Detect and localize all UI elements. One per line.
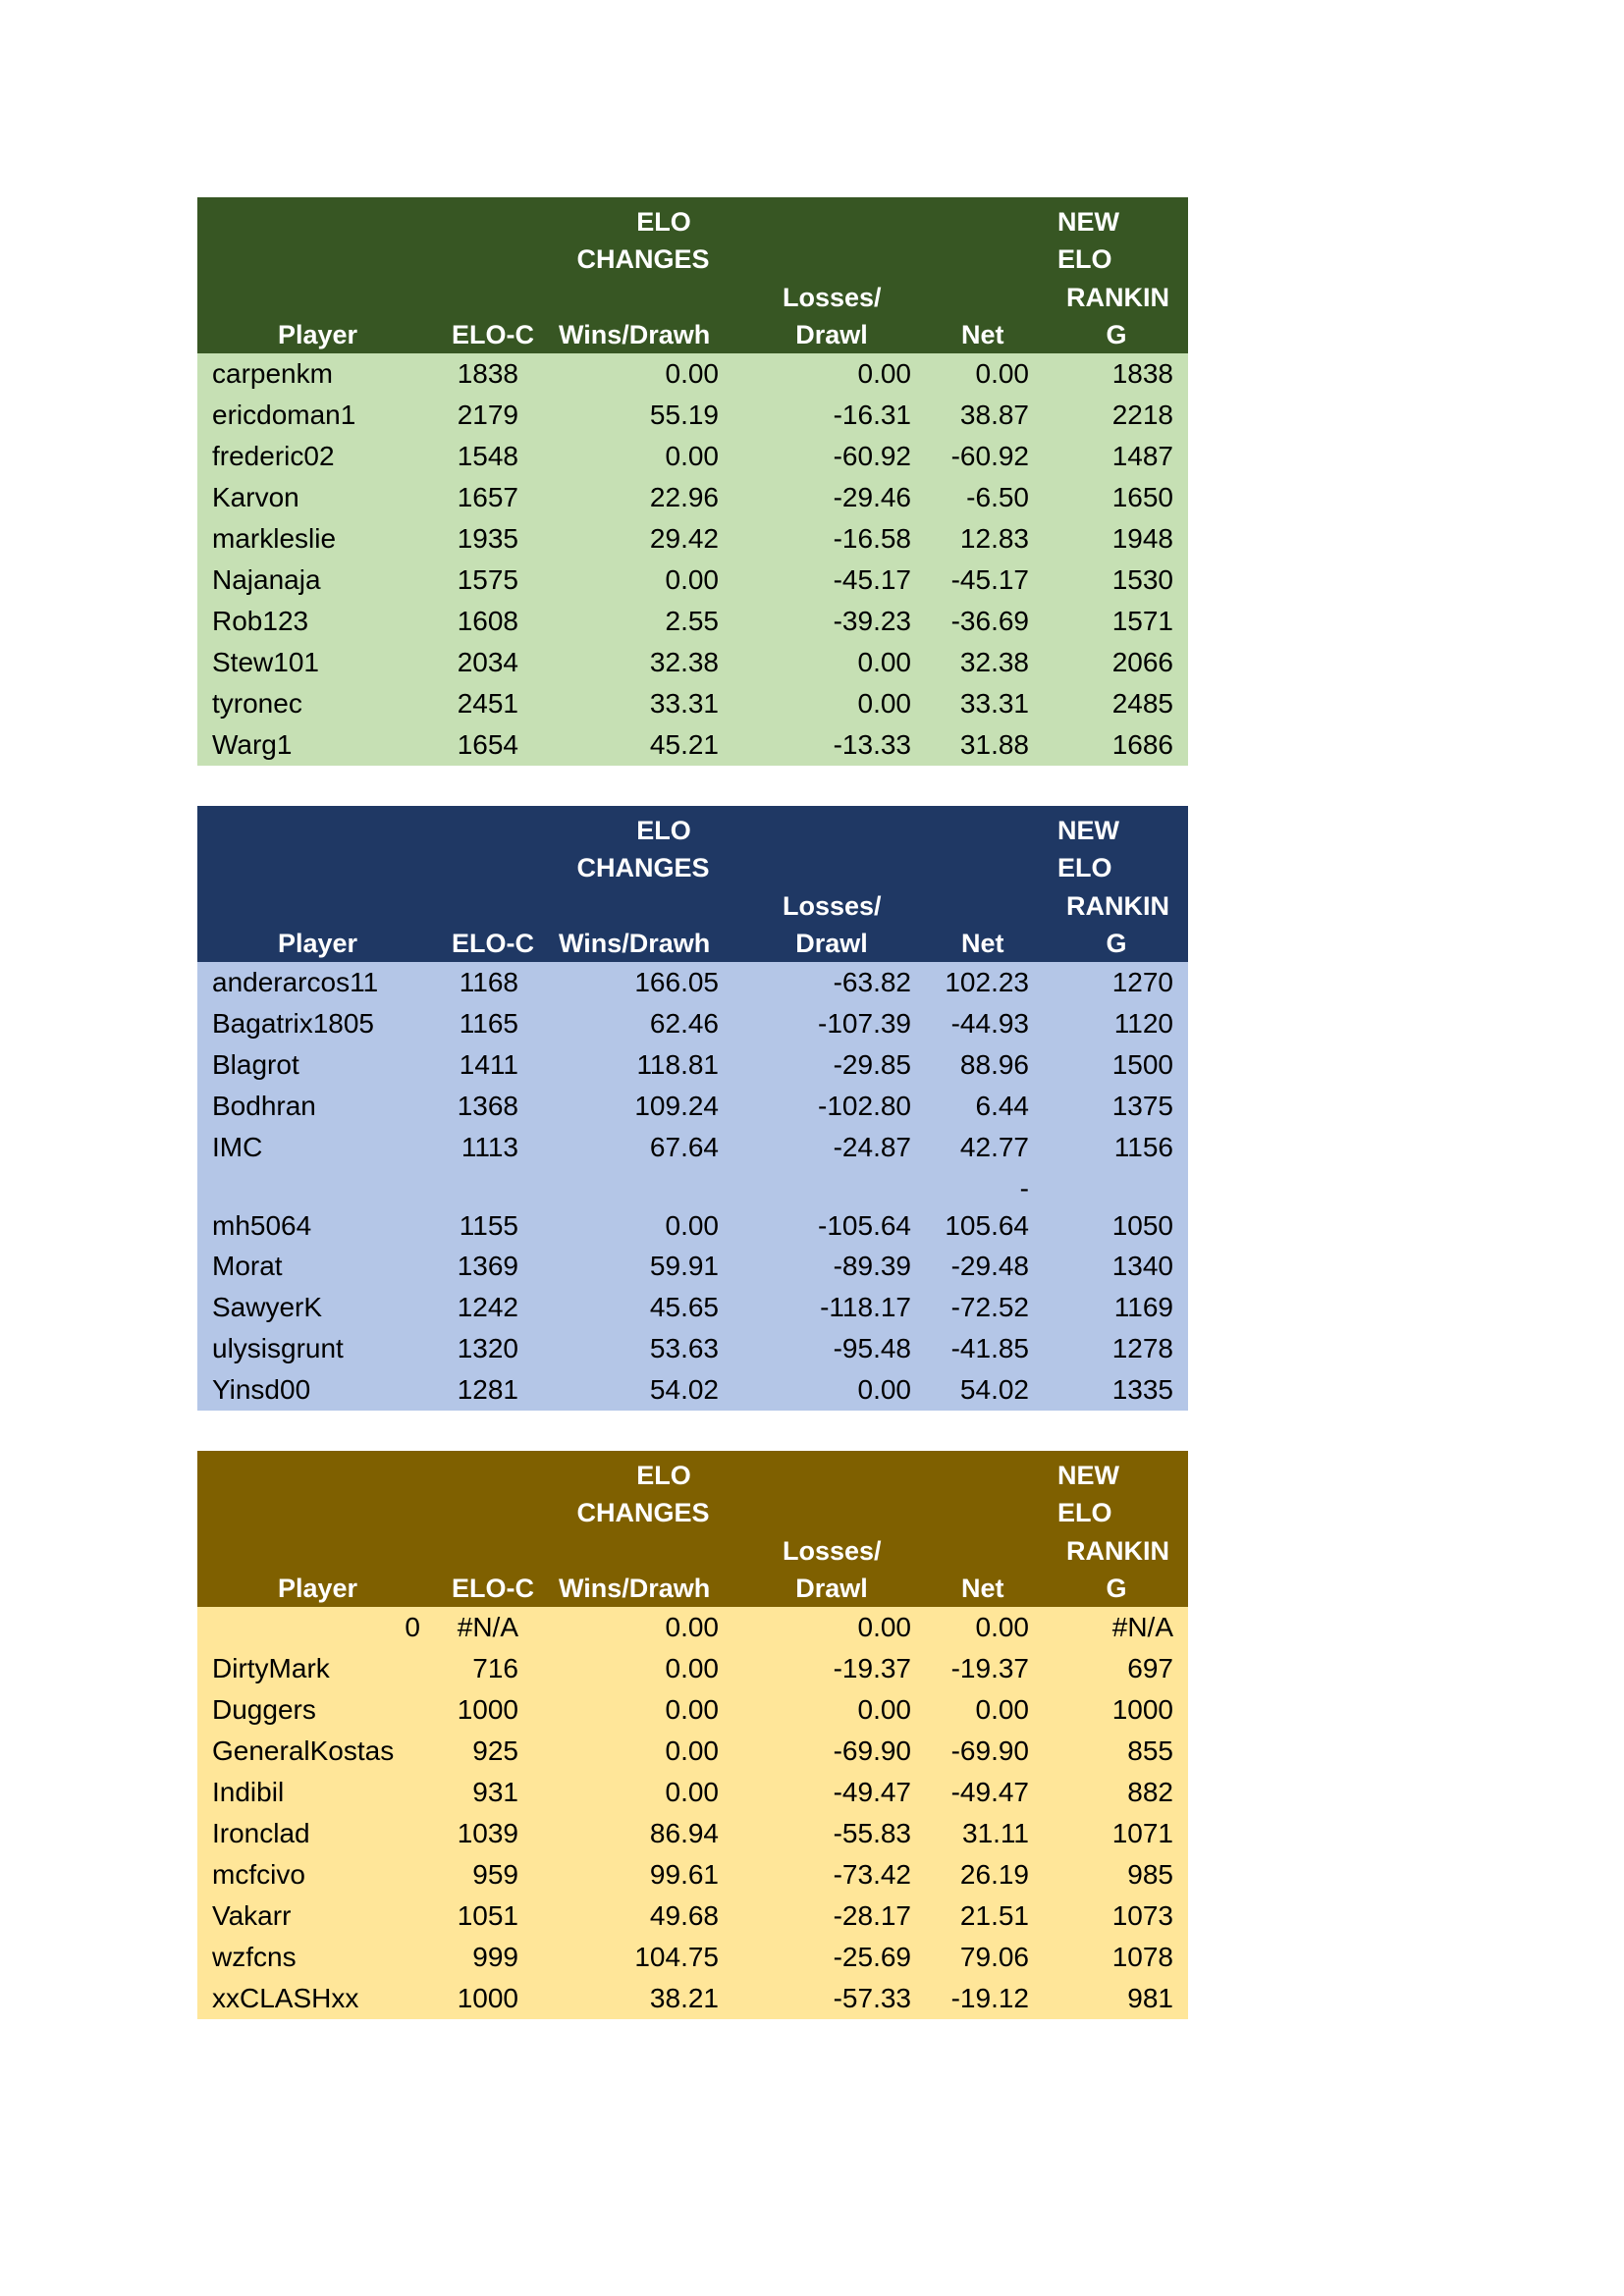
elo-table-blue	[197, 806, 1188, 1411]
new-elo-cell: 1073	[1111, 1900, 1173, 1931]
table-row	[197, 1937, 1188, 1978]
new-elo-cell: 2218	[1111, 400, 1173, 430]
player-name-cell: Ironclad	[212, 1818, 310, 1848]
losses-cell: -25.69	[833, 1942, 911, 1972]
table-header	[197, 1451, 1188, 1607]
player-name-cell: ericdoman1	[212, 400, 356, 430]
player-name-cell: Najanaja	[212, 564, 321, 595]
player-name-cell: DirtyMark	[212, 1653, 330, 1683]
player-name-cell: anderarcos11	[212, 967, 379, 997]
header-net: Net	[961, 929, 1004, 958]
net-cell: -29.48	[950, 1251, 1029, 1281]
wins-cell: 0.00	[665, 564, 719, 595]
eloc-cell: 1113	[460, 1132, 518, 1162]
header-ranking: RANKIN G	[1066, 891, 1169, 958]
new-elo-cell: 1375	[1111, 1091, 1173, 1121]
eloc-cell: 1051	[457, 1900, 518, 1931]
wins-cell: 54.02	[649, 1374, 719, 1405]
wins-cell: 166.05	[634, 967, 719, 997]
net-cell: -36.69	[950, 606, 1029, 636]
eloc-cell: 1155	[459, 1210, 518, 1241]
table-row	[197, 1287, 1188, 1328]
wins-cell: 32.38	[649, 647, 719, 677]
losses-cell: 0.00	[857, 647, 911, 677]
eloc-cell: 1168	[459, 967, 518, 997]
table-row	[197, 1689, 1188, 1731]
header-new-elo: NEW ELO	[1057, 207, 1119, 274]
losses-cell: -39.23	[833, 606, 911, 636]
wins-cell: 45.21	[649, 729, 719, 760]
losses-cell: -28.17	[833, 1900, 911, 1931]
net-cell: -69.90	[950, 1735, 1029, 1766]
header-elo-changes: ELO CHANGES	[576, 207, 710, 274]
wins-cell: 62.46	[649, 1008, 719, 1039]
new-elo-cell: 1948	[1111, 523, 1173, 554]
player-name-cell: Karvon	[212, 482, 299, 512]
eloc-cell: 931	[472, 1777, 518, 1807]
net-dash-cell: -	[1019, 1173, 1029, 1203]
player-name-cell: 0	[405, 1612, 420, 1642]
eloc-cell: 1575	[457, 564, 518, 595]
table-row	[197, 1246, 1188, 1287]
losses-cell: -95.48	[833, 1333, 911, 1363]
losses-cell: -13.33	[833, 729, 911, 760]
elo-table-gold	[197, 1451, 1188, 2019]
net-cell: 32.38	[959, 647, 1029, 677]
header-losses: Losses/ Drawl	[783, 891, 882, 958]
wins-cell: 29.42	[649, 523, 719, 554]
player-name-cell: xxCLASHxx	[212, 1983, 359, 2013]
eloc-cell: 1165	[459, 1008, 518, 1039]
losses-cell: 0.00	[857, 688, 911, 719]
new-elo-cell: 985	[1127, 1859, 1173, 1890]
header-eloc: ELO-C	[452, 929, 534, 958]
eloc-cell: #N/A	[457, 1612, 518, 1642]
eloc-cell: 2034	[457, 647, 518, 677]
new-elo-cell: 1078	[1111, 1942, 1173, 1972]
table-row	[197, 477, 1188, 518]
losses-cell: -107.39	[818, 1008, 911, 1039]
player-name-cell: Stew101	[212, 647, 319, 677]
net-cell: 6.44	[975, 1091, 1029, 1121]
player-name-cell: SawyerK	[212, 1292, 323, 1322]
header-player: Player	[278, 1574, 358, 1603]
new-elo-cell: 1050	[1111, 1210, 1173, 1241]
net-cell: -44.93	[950, 1008, 1029, 1039]
table-row	[197, 683, 1188, 724]
table-row	[197, 1044, 1188, 1086]
player-name-cell: Indibil	[212, 1777, 285, 1807]
wins-cell: 104.75	[634, 1942, 719, 1972]
header-elo-changes: ELO CHANGES	[576, 816, 710, 882]
net-cell: 102.23	[945, 967, 1029, 997]
losses-cell: -24.87	[833, 1132, 911, 1162]
player-name-cell: GeneralKostas	[212, 1735, 395, 1766]
table-row	[197, 1369, 1188, 1411]
losses-cell: -49.47	[833, 1777, 911, 1807]
table-row	[197, 1978, 1188, 2019]
net-cell: 88.96	[959, 1049, 1029, 1080]
header-ranking: RANKIN G	[1066, 283, 1169, 349]
header-eloc: ELO-C	[452, 320, 534, 349]
losses-cell: -45.17	[833, 564, 911, 595]
eloc-cell: 1369	[457, 1251, 518, 1281]
player-name-cell: IMC	[212, 1132, 263, 1162]
player-name-cell: Warg1	[212, 729, 293, 760]
new-elo-cell: 1169	[1113, 1292, 1173, 1322]
player-name-cell: Blagrot	[212, 1049, 299, 1080]
losses-cell: -55.83	[833, 1818, 911, 1848]
table-header	[197, 197, 1188, 353]
new-elo-cell: 882	[1127, 1777, 1173, 1807]
wins-cell: 55.19	[649, 400, 719, 430]
new-elo-cell: 1071	[1111, 1818, 1173, 1848]
player-name-cell: Rob123	[212, 606, 309, 636]
player-name-cell: wzfcns	[212, 1942, 297, 1972]
header-elo-changes: ELO CHANGES	[576, 1461, 710, 1527]
table-row	[197, 1854, 1188, 1896]
player-name-cell: Duggers	[212, 1694, 316, 1725]
losses-cell: 0.00	[857, 1612, 911, 1642]
table-row	[197, 1648, 1188, 1689]
player-name-cell: carpenkm	[212, 358, 333, 389]
losses-cell: -69.90	[833, 1735, 911, 1766]
table-row	[197, 1127, 1188, 1168]
header-new-elo: NEW ELO	[1057, 1461, 1119, 1527]
wins-cell: 0.00	[665, 1653, 719, 1683]
losses-cell: -29.85	[833, 1049, 911, 1080]
table-row	[197, 395, 1188, 436]
new-elo-cell: 1487	[1111, 441, 1173, 471]
eloc-cell: 1608	[457, 606, 518, 636]
wins-cell: 99.61	[649, 1859, 719, 1890]
net-cell: -45.17	[950, 564, 1029, 595]
new-elo-cell: 1500	[1111, 1049, 1173, 1080]
wins-cell: 59.91	[649, 1251, 719, 1281]
wins-cell: 67.64	[649, 1132, 719, 1162]
eloc-cell: 1411	[459, 1049, 518, 1080]
new-elo-cell: 1335	[1111, 1374, 1173, 1405]
table-row	[197, 353, 1188, 395]
new-elo-cell: 1686	[1111, 729, 1173, 760]
player-name-cell: ulysisgrunt	[212, 1333, 344, 1363]
net-cell: 42.77	[959, 1132, 1029, 1162]
table-row	[197, 1003, 1188, 1044]
net-cell: 79.06	[959, 1942, 1029, 1972]
eloc-cell: 999	[472, 1942, 518, 1972]
table-row	[197, 1896, 1188, 1937]
losses-cell: -73.42	[833, 1859, 911, 1890]
losses-cell: 0.00	[857, 1694, 911, 1725]
new-elo-cell: 1650	[1111, 482, 1173, 512]
player-name-cell: Bagatrix1805	[212, 1008, 375, 1039]
header-ranking: RANKIN G	[1066, 1536, 1169, 1603]
header-losses: Losses/ Drawl	[783, 1536, 882, 1603]
wins-cell: 0.00	[665, 1777, 719, 1807]
new-elo-cell: 855	[1127, 1735, 1173, 1766]
header-wins: Wins/Drawh	[559, 929, 711, 958]
table-row	[197, 1772, 1188, 1813]
table-header	[197, 806, 1188, 962]
wins-cell: 49.68	[649, 1900, 719, 1931]
player-name-cell: Vakarr	[212, 1900, 292, 1931]
net-cell: 21.51	[959, 1900, 1029, 1931]
wins-cell: 33.31	[649, 688, 719, 719]
header-player: Player	[278, 320, 358, 349]
header-losses: Losses/ Drawl	[783, 283, 882, 349]
losses-cell: -19.37	[833, 1653, 911, 1683]
wins-cell: 0.00	[665, 358, 719, 389]
wins-cell: 0.00	[665, 1694, 719, 1725]
new-elo-cell: 1571	[1111, 606, 1173, 636]
table-row	[197, 1168, 1188, 1246]
net-cell: -60.92	[950, 441, 1029, 471]
wins-cell: 22.96	[649, 482, 719, 512]
wins-cell: 53.63	[649, 1333, 719, 1363]
eloc-cell: 1320	[457, 1333, 518, 1363]
new-elo-cell: 1838	[1111, 358, 1173, 389]
player-name-cell: mcfcivo	[212, 1859, 305, 1890]
losses-cell: -60.92	[833, 441, 911, 471]
net-cell: -19.12	[950, 1983, 1029, 2013]
table-row	[197, 1731, 1188, 1772]
wins-cell: 0.00	[665, 1612, 719, 1642]
eloc-cell: 1838	[457, 358, 518, 389]
eloc-cell: 1242	[457, 1292, 518, 1322]
wins-cell: 0.00	[665, 1735, 719, 1766]
table-row	[197, 724, 1188, 766]
table-body	[197, 962, 1188, 1411]
player-name-cell: Yinsd00	[212, 1374, 311, 1405]
header-net: Net	[961, 320, 1004, 349]
net-cell: 0.00	[975, 1612, 1029, 1642]
eloc-cell: 1000	[457, 1694, 518, 1725]
new-elo-cell: 1120	[1113, 1008, 1173, 1039]
net-cell: 33.31	[959, 688, 1029, 719]
net-cell: -19.37	[950, 1653, 1029, 1683]
new-elo-cell: 1270	[1111, 967, 1173, 997]
net-cell: 105.64	[945, 1210, 1029, 1241]
eloc-cell: 1935	[457, 523, 518, 554]
net-cell: 31.11	[962, 1818, 1029, 1848]
wins-cell: 2.55	[665, 606, 719, 636]
eloc-cell: 1368	[457, 1091, 518, 1121]
table-row	[197, 642, 1188, 683]
eloc-cell: 2451	[457, 688, 518, 719]
new-elo-cell: 697	[1127, 1653, 1173, 1683]
net-cell: 31.88	[959, 729, 1029, 760]
net-cell: -72.52	[950, 1292, 1029, 1322]
new-elo-cell: #N/A	[1111, 1612, 1173, 1642]
net-cell: 0.00	[975, 358, 1029, 389]
wins-cell: 38.21	[649, 1983, 719, 2013]
net-cell: 38.87	[959, 400, 1029, 430]
player-name-cell: tyronec	[212, 688, 302, 719]
net-cell: -6.50	[966, 482, 1029, 512]
losses-cell: -89.39	[833, 1251, 911, 1281]
losses-cell: -118.17	[820, 1292, 911, 1322]
new-elo-cell: 2485	[1111, 688, 1173, 719]
player-name-cell: frederic02	[212, 441, 335, 471]
player-name-cell: markleslie	[212, 523, 337, 554]
new-elo-cell: 981	[1127, 1983, 1173, 2013]
table-row	[197, 1813, 1188, 1854]
losses-cell: -29.46	[833, 482, 911, 512]
wins-cell: 86.94	[649, 1818, 719, 1848]
elo-table-green	[197, 197, 1188, 766]
losses-cell: -16.58	[833, 523, 911, 554]
header-player: Player	[278, 929, 358, 958]
table-row	[197, 518, 1188, 560]
losses-cell: -102.80	[818, 1091, 911, 1121]
player-name-cell: Morat	[212, 1251, 283, 1281]
table-body	[197, 353, 1188, 766]
wins-cell: 109.24	[634, 1091, 719, 1121]
losses-cell: -57.33	[833, 1983, 911, 2013]
net-cell: -49.47	[950, 1777, 1029, 1807]
eloc-cell: 1657	[457, 482, 518, 512]
eloc-cell: 1654	[457, 729, 518, 760]
table-row	[197, 1328, 1188, 1369]
header-eloc: ELO-C	[452, 1574, 534, 1603]
table-row	[197, 560, 1188, 601]
new-elo-cell: 1156	[1113, 1132, 1173, 1162]
net-cell: -41.85	[950, 1333, 1029, 1363]
new-elo-cell: 1278	[1111, 1333, 1173, 1363]
table-body	[197, 1607, 1188, 2019]
table-row	[197, 601, 1188, 642]
player-name-cell: mh5064	[212, 1210, 312, 1241]
losses-cell: 0.00	[857, 1374, 911, 1405]
header-wins: Wins/Drawh	[559, 320, 711, 349]
table-row	[197, 962, 1188, 1003]
eloc-cell: 1281	[457, 1374, 518, 1405]
losses-cell: -105.64	[818, 1210, 911, 1241]
eloc-cell: 1548	[457, 441, 518, 471]
eloc-cell: 716	[472, 1653, 518, 1683]
new-elo-cell: 2066	[1111, 647, 1173, 677]
eloc-cell: 2179	[457, 400, 518, 430]
eloc-cell: 925	[472, 1735, 518, 1766]
new-elo-cell: 1530	[1111, 564, 1173, 595]
new-elo-cell: 1000	[1111, 1694, 1173, 1725]
eloc-cell: 1039	[457, 1818, 518, 1848]
table-row	[197, 436, 1188, 477]
eloc-cell: 1000	[457, 1983, 518, 2013]
wins-cell: 0.00	[665, 1210, 719, 1241]
new-elo-cell: 1340	[1111, 1251, 1173, 1281]
net-cell: 26.19	[959, 1859, 1029, 1890]
wins-cell: 118.81	[636, 1049, 719, 1080]
losses-cell: -16.31	[833, 400, 911, 430]
table-row	[197, 1086, 1188, 1127]
wins-cell: 45.65	[649, 1292, 719, 1322]
header-net: Net	[961, 1574, 1004, 1603]
header-new-elo: NEW ELO	[1057, 816, 1119, 882]
net-cell: 0.00	[975, 1694, 1029, 1725]
net-cell: 12.83	[959, 523, 1029, 554]
table-row	[197, 1607, 1188, 1648]
losses-cell: 0.00	[857, 358, 911, 389]
losses-cell: -63.82	[833, 967, 911, 997]
player-name-cell: Bodhran	[212, 1091, 316, 1121]
wins-cell: 0.00	[665, 441, 719, 471]
eloc-cell: 959	[472, 1859, 518, 1890]
header-wins: Wins/Drawh	[559, 1574, 711, 1603]
net-cell: 54.02	[959, 1374, 1029, 1405]
